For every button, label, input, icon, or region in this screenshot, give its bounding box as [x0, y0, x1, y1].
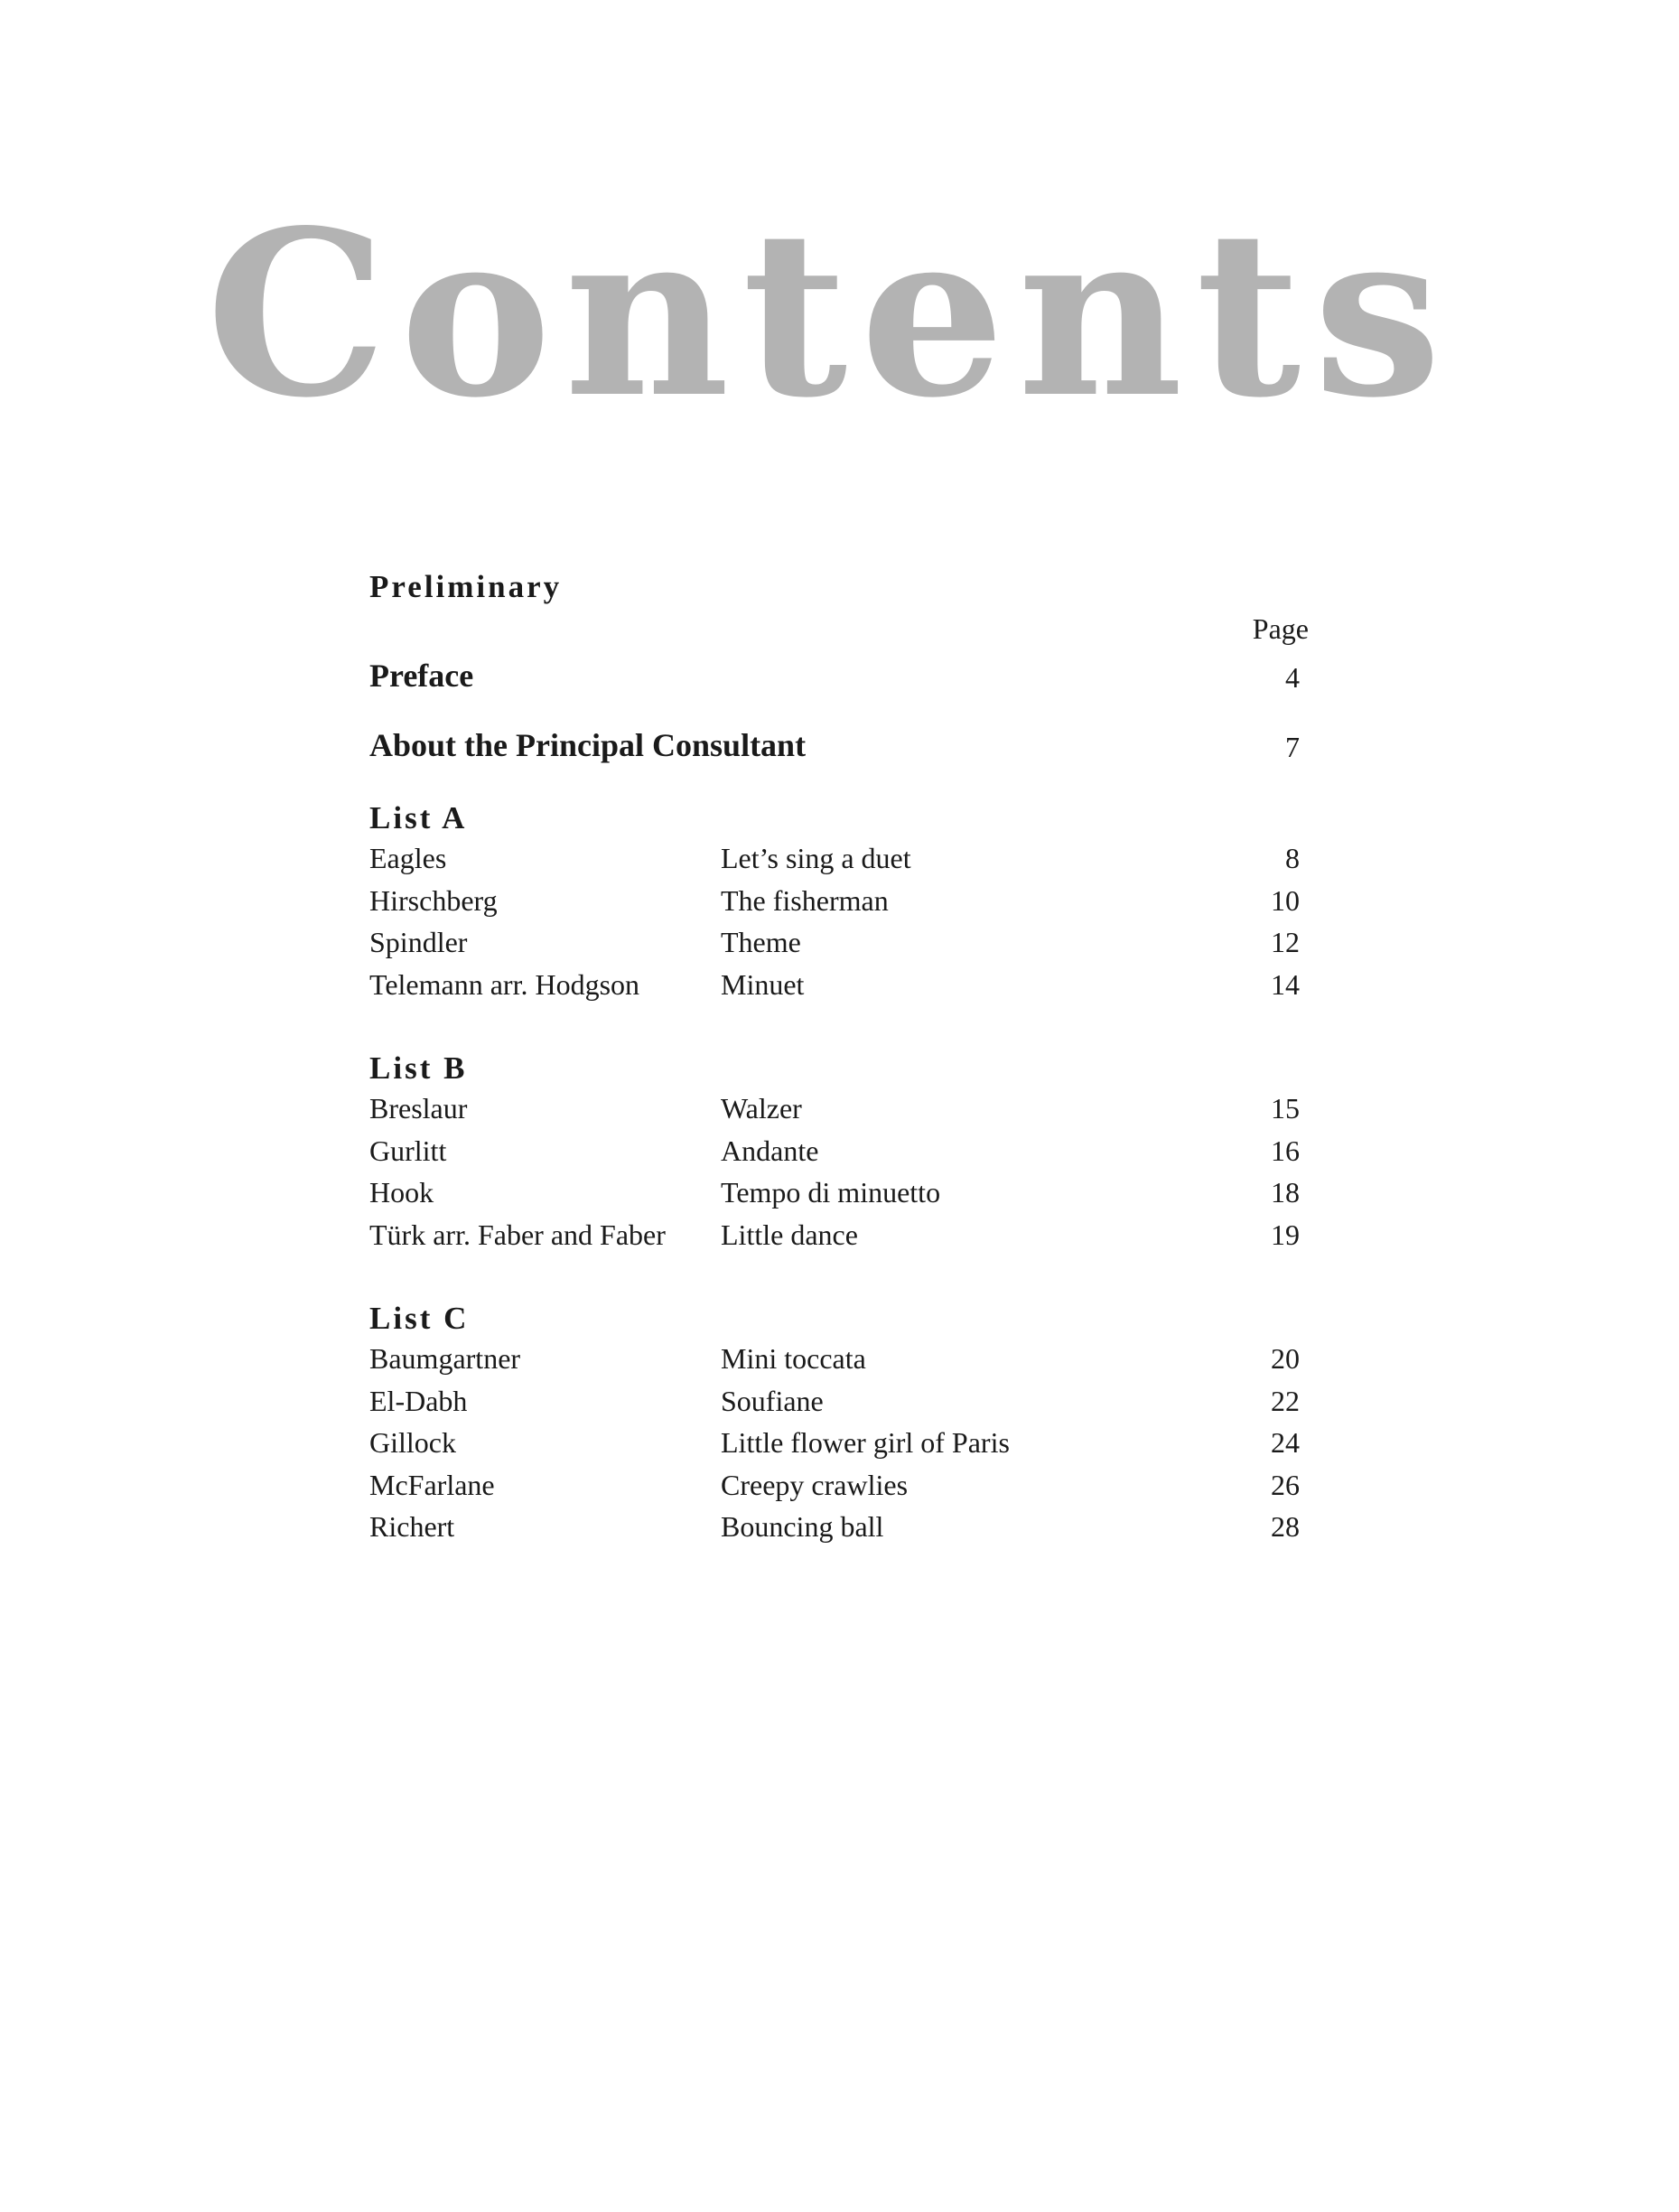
page-column-label: Page [1252, 612, 1309, 645]
page-number: 15 [1271, 1092, 1300, 1125]
composer-name: Hirschberg [369, 883, 498, 917]
list-b-heading: List B [369, 1050, 468, 1086]
page-number: 12 [1271, 926, 1300, 958]
preliminary-heading: Preliminary [369, 569, 563, 604]
list-item[interactable] [369, 1344, 1309, 1386]
piece-title: Mini toccata [721, 1342, 866, 1375]
composer-name: Baumgartner [369, 1342, 521, 1375]
piece-title: Bouncing ball [721, 1510, 884, 1543]
composer-name: Richert [369, 1510, 455, 1543]
page-number: 20 [1271, 1342, 1300, 1375]
entry-title: Preface [369, 658, 474, 694]
list-item[interactable] [369, 883, 1309, 929]
list-item[interactable] [369, 967, 1309, 1013]
composer-name: McFarlane [369, 1468, 495, 1501]
composer-name: Türk arr. Faber and Faber [369, 1218, 666, 1251]
page-number: 16 [1271, 1134, 1300, 1167]
list-item[interactable] [369, 928, 1309, 970]
list-item[interactable] [369, 1512, 1309, 1554]
page-number: 8 [1285, 842, 1300, 874]
piece-title: Minuet [721, 967, 805, 1001]
toc-entry-about-principal-consultant[interactable] [369, 729, 1309, 765]
page-number: 26 [1271, 1468, 1300, 1501]
piece-title: The fisherman [721, 883, 889, 917]
piece-title: Andante [721, 1134, 819, 1167]
list-item[interactable] [369, 1470, 1309, 1513]
piece-title: Theme [721, 926, 801, 958]
piece-title: Soufiane [721, 1384, 824, 1417]
piece-title: Let’s sing a duet [721, 842, 911, 874]
page-number: 22 [1271, 1384, 1300, 1417]
entry-page-number: 4 [1285, 661, 1300, 694]
list-item[interactable] [369, 1178, 1309, 1220]
entry-page-number: 7 [1285, 731, 1300, 763]
composer-name: Gillock [369, 1426, 456, 1459]
composer-name: Breslaur [369, 1092, 468, 1125]
page-number: 19 [1271, 1218, 1300, 1251]
composer-name: El-Dabh [369, 1384, 468, 1417]
list-item[interactable] [369, 1220, 1309, 1263]
list-a-items [369, 844, 1309, 1012]
piece-title: Little dance [721, 1218, 858, 1251]
toc-entry-preface[interactable] [369, 659, 1309, 695]
list-item[interactable] [369, 1136, 1309, 1179]
entry-title: About the Principal Consultant [369, 727, 807, 763]
page-number: 28 [1271, 1510, 1300, 1543]
composer-name: Telemann arr. Hodgson [369, 967, 640, 1001]
page-number: 10 [1271, 883, 1300, 917]
page-title: Contents [206, 181, 1455, 448]
composer-name: Eagles [369, 842, 447, 874]
composer-name: Spindler [369, 926, 468, 958]
list-c-items [369, 1344, 1309, 1554]
list-item[interactable] [369, 1094, 1309, 1136]
piece-title: Walzer [721, 1092, 802, 1125]
page-number: 24 [1271, 1426, 1300, 1459]
list-a-heading: List A [369, 800, 468, 835]
list-b-items [369, 1094, 1309, 1262]
list-item[interactable] [369, 1386, 1309, 1429]
list-c-heading: List C [369, 1301, 470, 1336]
page-number: 18 [1271, 1176, 1300, 1209]
piece-title: Creepy crawlies [721, 1468, 909, 1501]
page-number: 14 [1271, 967, 1300, 1001]
piece-title: Little flower girl of Paris [721, 1426, 1010, 1459]
piece-title: Tempo di minuetto [721, 1176, 941, 1209]
list-item[interactable] [369, 844, 1309, 886]
composer-name: Gurlitt [369, 1134, 447, 1167]
composer-name: Hook [369, 1176, 434, 1209]
list-item[interactable] [369, 1428, 1309, 1470]
